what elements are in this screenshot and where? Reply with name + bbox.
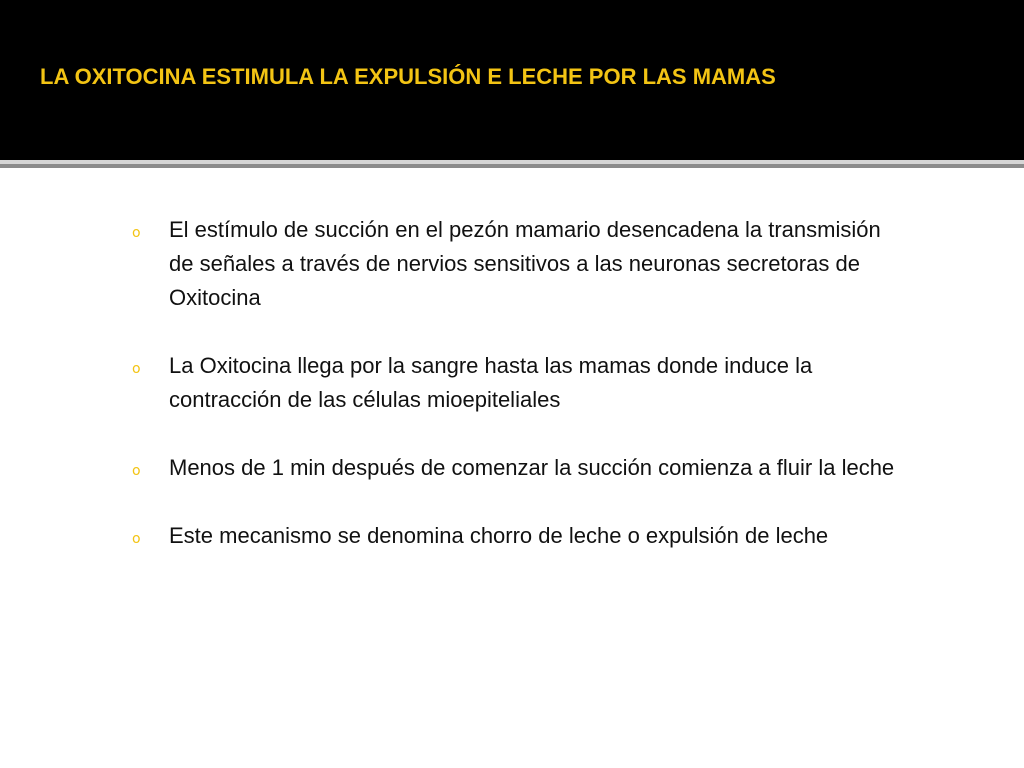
slide-title: LA OXITOCINA ESTIMULA LA EXPULSIÓN E LECHE POR LAS MAMAS	[40, 64, 776, 89]
bullet-item-3	[130, 451, 900, 485]
bullet-item-1	[130, 213, 900, 315]
bullet-text-4: Este mecanismo se denomina chorro de leche o expulsión de leche	[169, 523, 829, 548]
bullet-marker-icon: o	[132, 361, 141, 377]
bullet-text-3: Menos de 1 min después de comenzar la succión comienza a fluir la leche	[169, 455, 895, 480]
bullet-item-2	[130, 349, 900, 417]
bullet-marker-icon: o	[132, 531, 141, 547]
title-divider-dark	[0, 164, 1024, 168]
title-bar	[0, 0, 1024, 160]
bullet-text-2: La Oxitocina llega por la sangre hasta las mamas donde induce la contracción de las células mioepiteliales	[169, 353, 813, 412]
bullet-item-4	[130, 519, 900, 553]
bullet-list	[130, 213, 900, 587]
bullet-text-1: El estímulo de succión en el pezón mamario desencadena la transmisión de señales a través de nervios sensitivos a las neuronas secretoras de Oxitocina	[169, 217, 881, 310]
bullet-marker-icon: o	[132, 225, 141, 241]
bullet-marker-icon: o	[132, 463, 141, 479]
